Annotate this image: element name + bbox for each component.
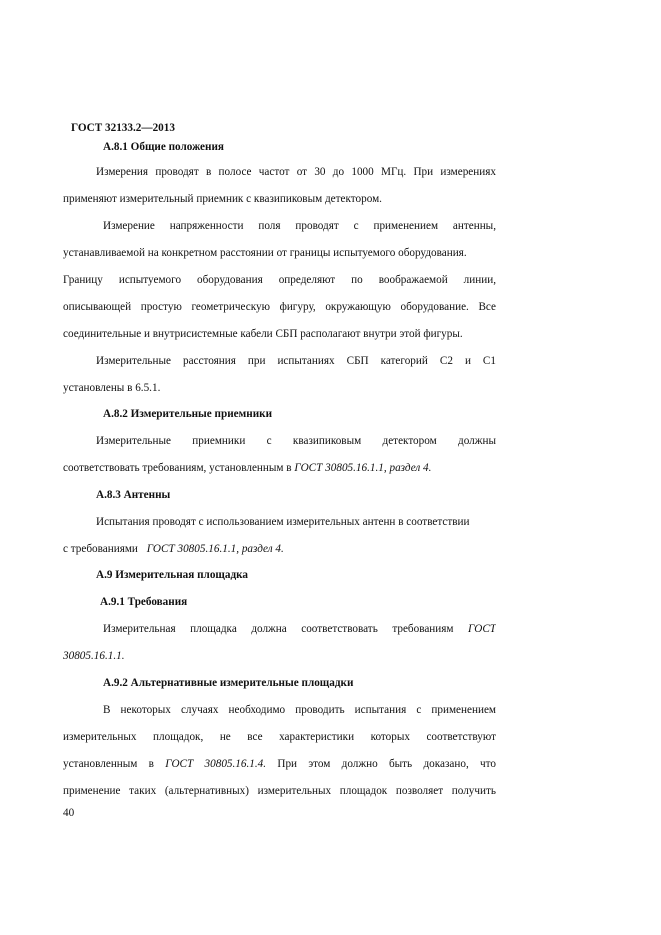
standard-reference: 30805.16.1.1. (63, 650, 125, 662)
paragraph-line: установлены в 6.5.1. (63, 382, 161, 394)
section-a9-title: А.9 Измерительная площадка (96, 569, 248, 581)
standard-reference: ГОСТ 30805.16.1.1, раздел 4. (146, 543, 284, 555)
paragraph-line: измерительных площадок, не все характеристики которых соответствуют (63, 731, 496, 743)
paragraph-line: В некоторых случаях необходимо проводить испытания с применением (103, 704, 496, 716)
page-number: 40 (63, 807, 75, 819)
section-a83-title: А.8.3 Антенны (96, 489, 171, 501)
paragraph-line: применение таких (альтернативных) измерительных площадок позволяет получить (63, 785, 496, 797)
standard-reference: ГОСТ 30805.16.1.4. (165, 758, 267, 770)
paragraph-line: Измерительные расстояния при испытаниях СБП категорий С2 и С1 (96, 355, 496, 367)
paragraph-text: Измерительная площадка должна соответствовать требованиям (103, 623, 454, 635)
paragraph-line: устанавливаемой на конкретном расстоянии от границы испытуемого оборудования. (63, 247, 467, 259)
paragraph-line: описывающей простую геометрическую фигуру, окружающую оборудование. Все (63, 301, 496, 313)
paragraph-line: Границу испытуемого оборудования определяют по воображаемой линии, (63, 274, 496, 286)
paragraph-line: применяют измерительный приемник с квазипиковым детектором. (63, 193, 382, 205)
paragraph-line: соединительные и внутрисистемные кабели СБП располагают внутри этой фигуры. (63, 328, 463, 340)
section-a82-title: А.8.2 Измерительные приемники (103, 408, 273, 420)
section-a92-title: А.9.2 Альтернативные измерительные площадки (103, 677, 354, 689)
standard-reference: ГОСТ 30805.16.1.1, раздел 4. (294, 462, 432, 474)
paragraph-line (63, 542, 284, 556)
paragraph-line: Измерительные приемники с квазипиковым детектором должны (96, 435, 496, 447)
paragraph-line (63, 461, 431, 475)
paragraph-line (63, 757, 496, 771)
document-code: ГОСТ 32133.2—2013 (71, 122, 175, 134)
paragraph-line: Измерения проводят в полосе частот от 30 до 1000 МГц. При измерениях (96, 166, 496, 178)
section-a81-title: А.8.1 Общие положения (103, 141, 224, 153)
paragraph-line: Измерение напряженности поля проводят с применением антенны, (103, 220, 496, 232)
paragraph-line: Испытания проводят с использованием измерительных антенн в соответствии (96, 516, 470, 528)
paragraph-text: установленным в (63, 758, 154, 770)
section-a91-title: А.9.1 Требования (100, 596, 188, 608)
paragraph-text: При этом должно быть доказано, что (277, 758, 496, 770)
paragraph-text: соответствовать требованиям, установленным в (63, 462, 295, 474)
paragraph-line (103, 622, 496, 636)
standard-reference: ГОСТ (468, 623, 496, 635)
paragraph-text: с требованиями (63, 543, 141, 555)
